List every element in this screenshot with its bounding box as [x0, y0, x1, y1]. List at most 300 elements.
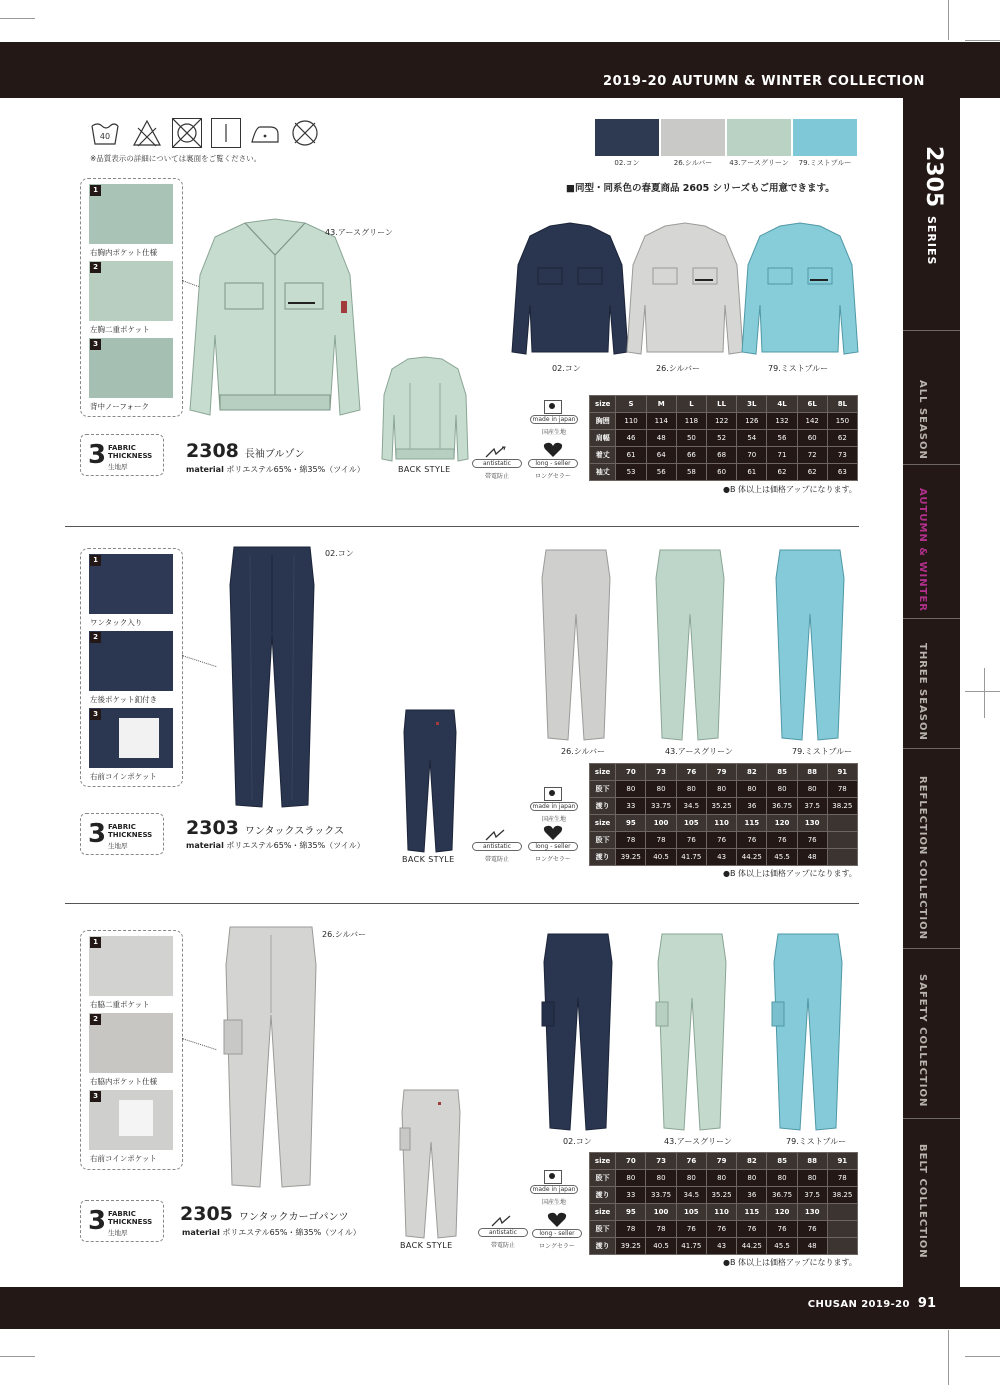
size-cell: 35.25 [706, 1187, 736, 1204]
size-cell: 78 [646, 1221, 676, 1238]
size-row [590, 1204, 858, 1221]
size-cell: 80 [706, 781, 736, 798]
product-number: 2303 [186, 817, 239, 839]
price-note: ●B 体以上は価格アップになります。 [723, 869, 857, 878]
size-cell: 43 [706, 849, 736, 866]
size-cell: 63 [827, 464, 857, 481]
detail-label: 右前コインポケット [90, 772, 157, 781]
size-cell [827, 815, 857, 832]
size-cell: 95 [616, 815, 646, 832]
size-cell: 76 [797, 1221, 827, 1238]
size-cell: 62 [767, 464, 797, 481]
fabric-thickness-badge: 3 FABRIC THICKNESS 生地厚 [80, 813, 164, 855]
size-row [590, 1187, 858, 1204]
product-name: ワンタックカーゴパンツ [238, 1212, 349, 1223]
size-cell: 71 [767, 447, 797, 464]
size-cell: 105 [676, 815, 706, 832]
swatch-label: 26.シルバー [673, 159, 713, 167]
price-note: ●B 体以上は価格アップになります。 [723, 485, 857, 494]
main-color-label: 43.アースグリーン [325, 228, 393, 237]
size-cell: L [676, 396, 706, 413]
size-cell: 80 [676, 781, 706, 798]
size-row-header: 肩幅 [590, 430, 616, 447]
detail-label: 右脇二重ポケット [90, 1000, 150, 1009]
size-cell: 80 [616, 1170, 646, 1187]
detail-panel [80, 178, 183, 417]
main-color-label: 02.コン [325, 549, 354, 558]
size-cell: 132 [767, 413, 797, 430]
size-cell: 56 [646, 464, 676, 481]
detail-label: 右胸内ポケット仕様 [90, 248, 158, 257]
variant-color-label: 02.コン [563, 1137, 592, 1146]
size-cell: 122 [707, 413, 737, 430]
long-seller-pill: long - seller [528, 459, 578, 468]
care-note: ※品質表示の詳細については裏面をご覧ください。 [90, 154, 262, 163]
detail-number: 1 [90, 937, 101, 948]
size-row [590, 1170, 858, 1187]
no-dry-clean-icon [290, 118, 320, 148]
detail-label: 左胸二重ポケット [90, 325, 150, 334]
size-cell: 48 [797, 1238, 827, 1255]
size-cell: 120 [767, 815, 797, 832]
size-cell [827, 849, 857, 866]
size-row [590, 1153, 858, 1170]
size-cell: 100 [646, 1204, 676, 1221]
detail-photo [89, 1013, 173, 1073]
size-row [590, 781, 858, 798]
size-row-header: 渡り [590, 798, 616, 815]
size-cell: 80 [797, 781, 827, 798]
size-row-header: 渡り [590, 1187, 616, 1204]
size-row [590, 464, 858, 481]
size-cell: 82 [737, 1153, 767, 1170]
size-cell: 142 [797, 413, 827, 430]
size-cell: 78 [827, 1170, 857, 1187]
size-cell: 80 [737, 1170, 767, 1187]
detail-label: ワンタック入り [90, 618, 143, 627]
slacks-variant-earth-green [652, 548, 728, 743]
size-cell: 33 [616, 1187, 646, 1204]
size-cell: 130 [797, 815, 827, 832]
heart-icon [532, 1212, 582, 1228]
size-row [590, 815, 858, 832]
category-autumn-winter[interactable]: AUTUMN & WINTER [917, 488, 928, 612]
size-cell: 76 [737, 1221, 767, 1238]
size-row-header: 袖丈 [590, 464, 616, 481]
detail-photo [89, 1090, 173, 1150]
back-style-label: BACK STYLE [398, 465, 451, 474]
variant-color-label: 02.コン [552, 364, 581, 373]
size-cell: 37.5 [797, 1187, 827, 1204]
size-cell: 73 [646, 764, 676, 781]
variant-color-label: 43.アースグリーン [664, 1137, 732, 1146]
material: material ポリエステル65%・綿35%（ツイル） [186, 465, 365, 474]
size-cell: 8L [827, 396, 857, 413]
size-cell: 82 [737, 764, 767, 781]
size-row-header: size [590, 764, 616, 781]
material: material ポリエステル65%・綿35%（ツイル） [186, 841, 365, 850]
size-row-header: 胸囲 [590, 413, 616, 430]
made-in-japan-pill: made in japan [530, 415, 578, 424]
size-table-jacket [589, 395, 858, 481]
cargo-main-image [218, 925, 324, 1190]
footer-brand: CHUSAN 2019-20 [807, 1299, 910, 1310]
size-cell: 53 [616, 464, 646, 481]
size-cell: 60 [707, 464, 737, 481]
size-cell: 79 [706, 1153, 736, 1170]
size-cell: 114 [646, 413, 676, 430]
line-dry-icon [211, 118, 241, 148]
detail-photo [89, 708, 173, 768]
size-cell: 36.75 [767, 798, 797, 815]
size-cell: 76 [767, 1221, 797, 1238]
category-belt[interactable]: BELT COLLECTION [917, 1144, 928, 1259]
size-row-header: size [590, 1153, 616, 1170]
category-reflection[interactable]: REFLECTION COLLECTION [917, 776, 928, 940]
size-cell: 79 [706, 764, 736, 781]
size-row-header: 渡り [590, 849, 616, 866]
size-cell: 45.5 [767, 1238, 797, 1255]
series-label: SERIES [925, 216, 938, 266]
category-three-season[interactable]: THREE SEASON [917, 643, 928, 741]
size-cell: 80 [797, 1170, 827, 1187]
long-seller-badge: long - seller ロングセラー [528, 825, 578, 863]
slacks-variant-silver [538, 548, 614, 743]
made-in-japan-badge [530, 398, 578, 438]
cargo-variant-mist-blue [770, 932, 846, 1132]
detail-photo [89, 338, 173, 398]
detail-number: 3 [90, 339, 101, 350]
size-cell: 80 [767, 781, 797, 798]
size-cell: 110 [706, 815, 736, 832]
size-cell: M [646, 396, 676, 413]
size-cell: 80 [767, 1170, 797, 1187]
size-cell: 70 [616, 1153, 646, 1170]
slacks-back-image [400, 708, 460, 854]
size-cell: 33 [616, 798, 646, 815]
size-row [590, 832, 858, 849]
swatch-earth-green[interactable] [727, 119, 791, 156]
detail-panel [80, 930, 183, 1170]
size-cell: 33.75 [646, 1187, 676, 1204]
long-seller-badge [528, 442, 578, 480]
size-cell: 34.5 [676, 1187, 706, 1204]
detail-number: 1 [90, 555, 101, 566]
size-cell: 48 [797, 849, 827, 866]
series-number: 2305 [921, 146, 946, 208]
section-divider [65, 903, 859, 904]
detail-number: 2 [90, 632, 101, 643]
size-cell: 41.75 [676, 1238, 706, 1255]
size-cell [827, 1204, 857, 1221]
cargo-back-image [398, 1088, 464, 1240]
lightning-icon [478, 1214, 528, 1228]
variant-color-label: 79.ミストブルー [792, 747, 853, 756]
detail-number: 1 [90, 185, 101, 196]
antistatic-badge: antistatic 帯電防止 [478, 1214, 528, 1250]
product-number: 2305 [180, 1203, 233, 1225]
detail-photo [89, 631, 173, 691]
size-cell: 46 [616, 430, 646, 447]
heart-icon [528, 442, 578, 458]
size-cell: 36 [737, 1187, 767, 1204]
size-table-slacks [589, 763, 858, 866]
size-cell: S [616, 396, 646, 413]
size-cell: 35.25 [706, 798, 736, 815]
size-cell: 48 [646, 430, 676, 447]
detail-photo [89, 261, 173, 321]
jacket-variant-silver [625, 220, 745, 360]
back-style-label: BACK STYLE [402, 855, 455, 864]
size-row-header: 股下 [590, 781, 616, 798]
antistatic-jp: 帯電防止 [484, 473, 509, 480]
detail-photo [89, 554, 173, 614]
long-seller-badge: long - seller ロングセラー [532, 1212, 582, 1250]
size-cell: 66 [676, 447, 706, 464]
iron-icon [250, 118, 280, 148]
detail-number: 2 [90, 262, 101, 273]
swatch-label: 02.コン [614, 159, 640, 167]
jacket-main-image [185, 215, 365, 425]
swatch-mist-blue[interactable] [793, 119, 857, 156]
size-cell: 100 [646, 815, 676, 832]
back-style-label: BACK STYLE [400, 1241, 453, 1250]
size-cell: 61 [616, 447, 646, 464]
product-number: 2308 [186, 440, 239, 462]
fabric-level: 3 [88, 440, 107, 470]
size-row [590, 764, 858, 781]
size-row [590, 413, 858, 430]
size-cell: 56 [767, 430, 797, 447]
size-cell: 4L [767, 396, 797, 413]
detail-number: 2 [90, 1014, 101, 1025]
fabric-thickness-badge: 3 FABRIC THICKNESS 生地厚 [80, 1200, 164, 1242]
size-cell: 76 [676, 832, 706, 849]
size-cell: 73 [827, 447, 857, 464]
jacket-variant-navy [510, 220, 630, 360]
size-cell: 76 [797, 832, 827, 849]
size-row [590, 849, 858, 866]
size-cell: 61 [737, 464, 767, 481]
size-row-header: size [590, 815, 616, 832]
size-cell: 110 [706, 1204, 736, 1221]
size-cell: 39.25 [616, 849, 646, 866]
size-row-header: 着丈 [590, 447, 616, 464]
size-cell: 115 [737, 815, 767, 832]
size-cell: 37.5 [797, 798, 827, 815]
size-cell: 3L [737, 396, 767, 413]
swatch-silver[interactable] [661, 119, 725, 156]
size-cell: 34.5 [676, 798, 706, 815]
size-cell: 54 [737, 430, 767, 447]
size-row [590, 798, 858, 815]
footer [808, 1296, 936, 1311]
size-cell: 60 [797, 430, 827, 447]
swatch-label: 79.ミストブルー [798, 159, 852, 167]
size-cell: 33.75 [646, 798, 676, 815]
slacks-variant-mist-blue [772, 548, 848, 743]
main-color-label: 26.シルバー [322, 930, 366, 939]
swatch-label: 43.アースグリーン [729, 159, 789, 167]
detail-label: 右脇内ポケット仕様 [90, 1077, 158, 1086]
size-cell: 38.25 [827, 798, 857, 815]
size-cell: 130 [797, 1204, 827, 1221]
header-bar [0, 42, 1000, 98]
size-row-header: 股下 [590, 1221, 616, 1238]
size-cell: 91 [827, 764, 857, 781]
size-cell: 78 [616, 1221, 646, 1238]
size-cell: 70 [737, 447, 767, 464]
size-cell: 85 [767, 764, 797, 781]
size-cell: 80 [706, 1170, 736, 1187]
size-cell: 88 [797, 1153, 827, 1170]
size-table-cargo [589, 1152, 858, 1255]
size-cell: LL [707, 396, 737, 413]
price-note: ●B 体以上は価格アップになります。 [723, 1258, 857, 1267]
size-row [590, 447, 858, 464]
lightning-icon [472, 828, 522, 842]
cargo-variant-earth-green [654, 932, 730, 1132]
size-cell: 44.25 [737, 1238, 767, 1255]
variant-color-label: 26.シルバー [656, 364, 700, 373]
antistatic-badge [472, 445, 522, 481]
material: material ポリエステル65%・綿35%（ツイル） [182, 1228, 361, 1237]
variant-color-label: 26.シルバー [561, 747, 605, 756]
detail-number: 3 [90, 1091, 101, 1102]
spring-summer-note: ■同型・同系色の春夏商品 2605 シリーズもご用意できます。 [566, 183, 835, 194]
category-safety[interactable]: SAFETY COLLECTION [917, 974, 928, 1108]
size-cell: 6L [797, 396, 827, 413]
size-row-header: 股下 [590, 832, 616, 849]
lightning-icon [472, 445, 522, 459]
size-cell: 64 [646, 447, 676, 464]
no-tumble-dry-icon [172, 118, 202, 148]
size-cell: 36 [737, 798, 767, 815]
product-title [186, 440, 305, 462]
made-in-japan-badge: made in japan 国産生地 [530, 785, 578, 825]
size-cell: 58 [676, 464, 706, 481]
long-seller-jp: ロングセラー [535, 473, 571, 480]
size-cell: 76 [767, 832, 797, 849]
size-cell: 45.5 [767, 849, 797, 866]
size-cell: 76 [676, 1221, 706, 1238]
variant-color-label: 43.アースグリーン [665, 747, 733, 756]
slacks-main-image [222, 545, 322, 810]
size-cell: 110 [616, 413, 646, 430]
size-cell: 76 [676, 1153, 706, 1170]
category-all-season[interactable]: ALL SEASON [917, 380, 928, 460]
jacket-variant-mist-blue [740, 220, 860, 360]
size-cell: 115 [737, 1204, 767, 1221]
size-cell: 80 [616, 781, 646, 798]
detail-label: 左後ポケット釦付き [90, 695, 158, 704]
size-cell: 105 [676, 1204, 706, 1221]
page-number: 91 [917, 1296, 936, 1311]
variant-color-label: 79.ミストブルー [786, 1137, 847, 1146]
size-row-header: 股下 [590, 1170, 616, 1187]
product-title [186, 817, 344, 839]
product-name: 長袖ブルゾン [244, 449, 305, 460]
size-cell: 95 [616, 1204, 646, 1221]
size-cell: 85 [767, 1153, 797, 1170]
collection-title: 2019-20 AUTUMN & WINTER COLLECTION [603, 74, 925, 89]
size-cell: 73 [646, 1153, 676, 1170]
no-bleach-icon [132, 118, 162, 148]
antistatic-pill: antistatic [472, 459, 522, 468]
jacket-back-image [380, 355, 470, 467]
cargo-variant-navy [540, 932, 616, 1132]
size-cell: 41.75 [676, 849, 706, 866]
size-cell: 80 [737, 781, 767, 798]
detail-number: 3 [90, 709, 101, 720]
category-sidebar [903, 98, 960, 1287]
size-cell: 52 [707, 430, 737, 447]
detail-panel [80, 548, 183, 787]
size-cell: 68 [707, 447, 737, 464]
size-cell: 76 [676, 764, 706, 781]
size-cell: 70 [616, 764, 646, 781]
size-row-header: size [590, 396, 616, 413]
detail-photo [89, 184, 173, 244]
size-cell: 40.5 [646, 1238, 676, 1255]
size-cell: 43 [706, 1238, 736, 1255]
size-row [590, 430, 858, 447]
size-cell: 120 [767, 1204, 797, 1221]
wash-tub-icon [90, 118, 120, 148]
made-in-japan-jp: 国産生地 [541, 429, 566, 436]
size-cell: 50 [676, 430, 706, 447]
product-name: ワンタックスラックス [244, 826, 345, 837]
size-cell: 62 [827, 430, 857, 447]
size-cell: 40.5 [646, 849, 676, 866]
size-cell [827, 832, 857, 849]
swatch-navy[interactable] [595, 119, 659, 156]
antistatic-badge: antistatic 帯電防止 [472, 828, 522, 864]
size-row [590, 396, 858, 413]
wash-temp: 40 [99, 132, 111, 141]
section-divider [65, 526, 859, 527]
size-cell: 44.25 [737, 849, 767, 866]
size-cell: 126 [737, 413, 767, 430]
size-cell [827, 1221, 857, 1238]
size-cell: 72 [797, 447, 827, 464]
size-cell: 78 [616, 832, 646, 849]
size-cell: 76 [706, 832, 736, 849]
size-cell: 78 [827, 781, 857, 798]
size-cell: 80 [646, 781, 676, 798]
size-cell: 80 [646, 1170, 676, 1187]
size-cell: 78 [646, 832, 676, 849]
size-cell: 38.25 [827, 1187, 857, 1204]
heart-icon [528, 825, 578, 841]
detail-photo [89, 936, 173, 996]
size-row [590, 1221, 858, 1238]
detail-label: 右前コインポケット [90, 1154, 157, 1163]
size-row-header: 渡り [590, 1238, 616, 1255]
size-cell: 76 [737, 832, 767, 849]
product-title [180, 1203, 349, 1225]
size-cell: 91 [827, 1153, 857, 1170]
size-cell: 118 [676, 413, 706, 430]
size-cell: 88 [797, 764, 827, 781]
made-in-japan-badge: made in japan 国産生地 [530, 1168, 578, 1208]
fabric-thickness-badge: 3 FABRIC THICKNESS 生地厚 [80, 434, 164, 476]
size-row [590, 1238, 858, 1255]
size-cell: 76 [706, 1221, 736, 1238]
size-cell: 80 [676, 1170, 706, 1187]
size-row-header: size [590, 1204, 616, 1221]
size-cell: 39.25 [616, 1238, 646, 1255]
